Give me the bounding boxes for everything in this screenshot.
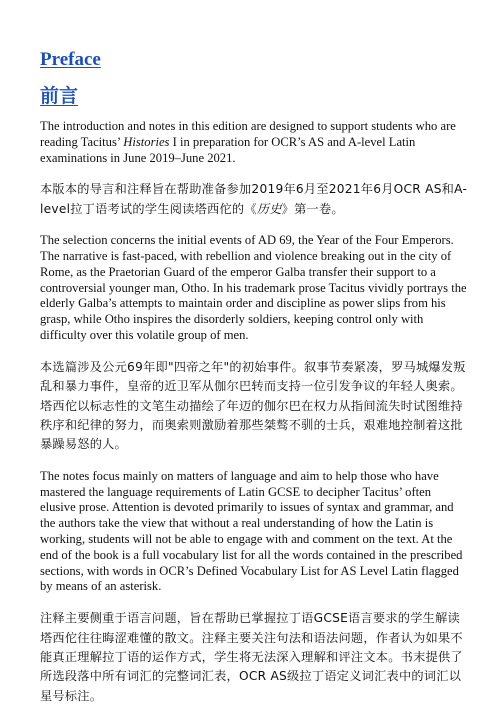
preface-heading-en[interactable]: Preface (40, 49, 101, 70)
preface-heading-zh[interactable]: 前言 (40, 85, 79, 107)
intro-text-en-a: The introduction and notes in this edition are designed to support students who are reading Tacitus’ (40, 119, 456, 149)
selection-paragraph-en: The selection concerns the initial events of AD 69, the Year of the Four Emperors. The narrative is fast-paced, with rebellion and violence breaking out in the city of Rome, as the Praetorian Guard of the emperor Galba transfer their support to a controversial younger man, Otho. In his trademark prose Tacitus vividly portrays the elderly Galba’s attempts to maintain order and discipline as power slips from his grasp, while Otho inspires the disorderly soldiers, keeping control only with difficulty over this volatile group of men. (40, 233, 467, 342)
selection-paragraph-zh: 本选篇涉及公元69年即"四帝之年"的初始事件。叙事节奏紧凑，罗马城爆发叛乱和暴力事件，皇帝的近卫军从伽尔巴转而支持一位引发争议的年轻人奥索。塔西佗以标志性的文笔生动描绘了年迈的伽尔巴在权力从指间流失时试图维持秩序和纪律的努力，而奥索则激励着那些桀骜不驯的士兵，艰难地控制着这批暴躁易怒的人。 (40, 359, 466, 452)
intro-paragraph-zh (40, 180, 468, 219)
intro-text-zh-b: 》第一卷。 (281, 201, 344, 216)
histories-title-zh: 历史 (256, 201, 282, 216)
preface-page (40, 48, 468, 706)
intro-text-en-b: I in preparation for OCR’s AS and A-level Latin examinations in June 2019–June 2021. (40, 134, 416, 165)
notes-paragraph-zh: 注释主要侧重于语言问题，旨在帮助已掌握拉丁语GCSE语言要求的学生解读塔西佗往往晦涩难懂的散文。注释主要关注句法和语法问题，作者认为如果不能真正理解拉丁语的运作方式，学生将无法深入理解和评注文本。书末提供了所选段落中所有词汇的完整词汇表，OCR AS级拉丁语定义词汇表中的词汇以星号标注。 (40, 611, 463, 703)
intro-text-zh-a: 本版本的导言和注释旨在帮助准备参加2019年6月至2021年6月OCR AS和A-level拉丁语考试的学生阅读塔西佗的《 (40, 182, 468, 216)
intro-paragraph-en (40, 119, 468, 166)
histories-title-en: Histories (123, 134, 170, 149)
notes-paragraph-en: The notes focus mainly on matters of language and aim to help those who have mastered the language requirements of Latin GCSE to decipher Tacitus’ often elusive prose. Attention is devoted primarily to issues of syntax and grammar, and the authors take the view that without a real understanding of how the Latin is working, students will not be able to engage with and comment on the text. At the end of the book is a full vocabulary list for all the words contained in the prescribed sections, with words in OCR’s Defined Vocabulary List for AS Level Latin flagged by means of an asterisk. (40, 468, 463, 594)
